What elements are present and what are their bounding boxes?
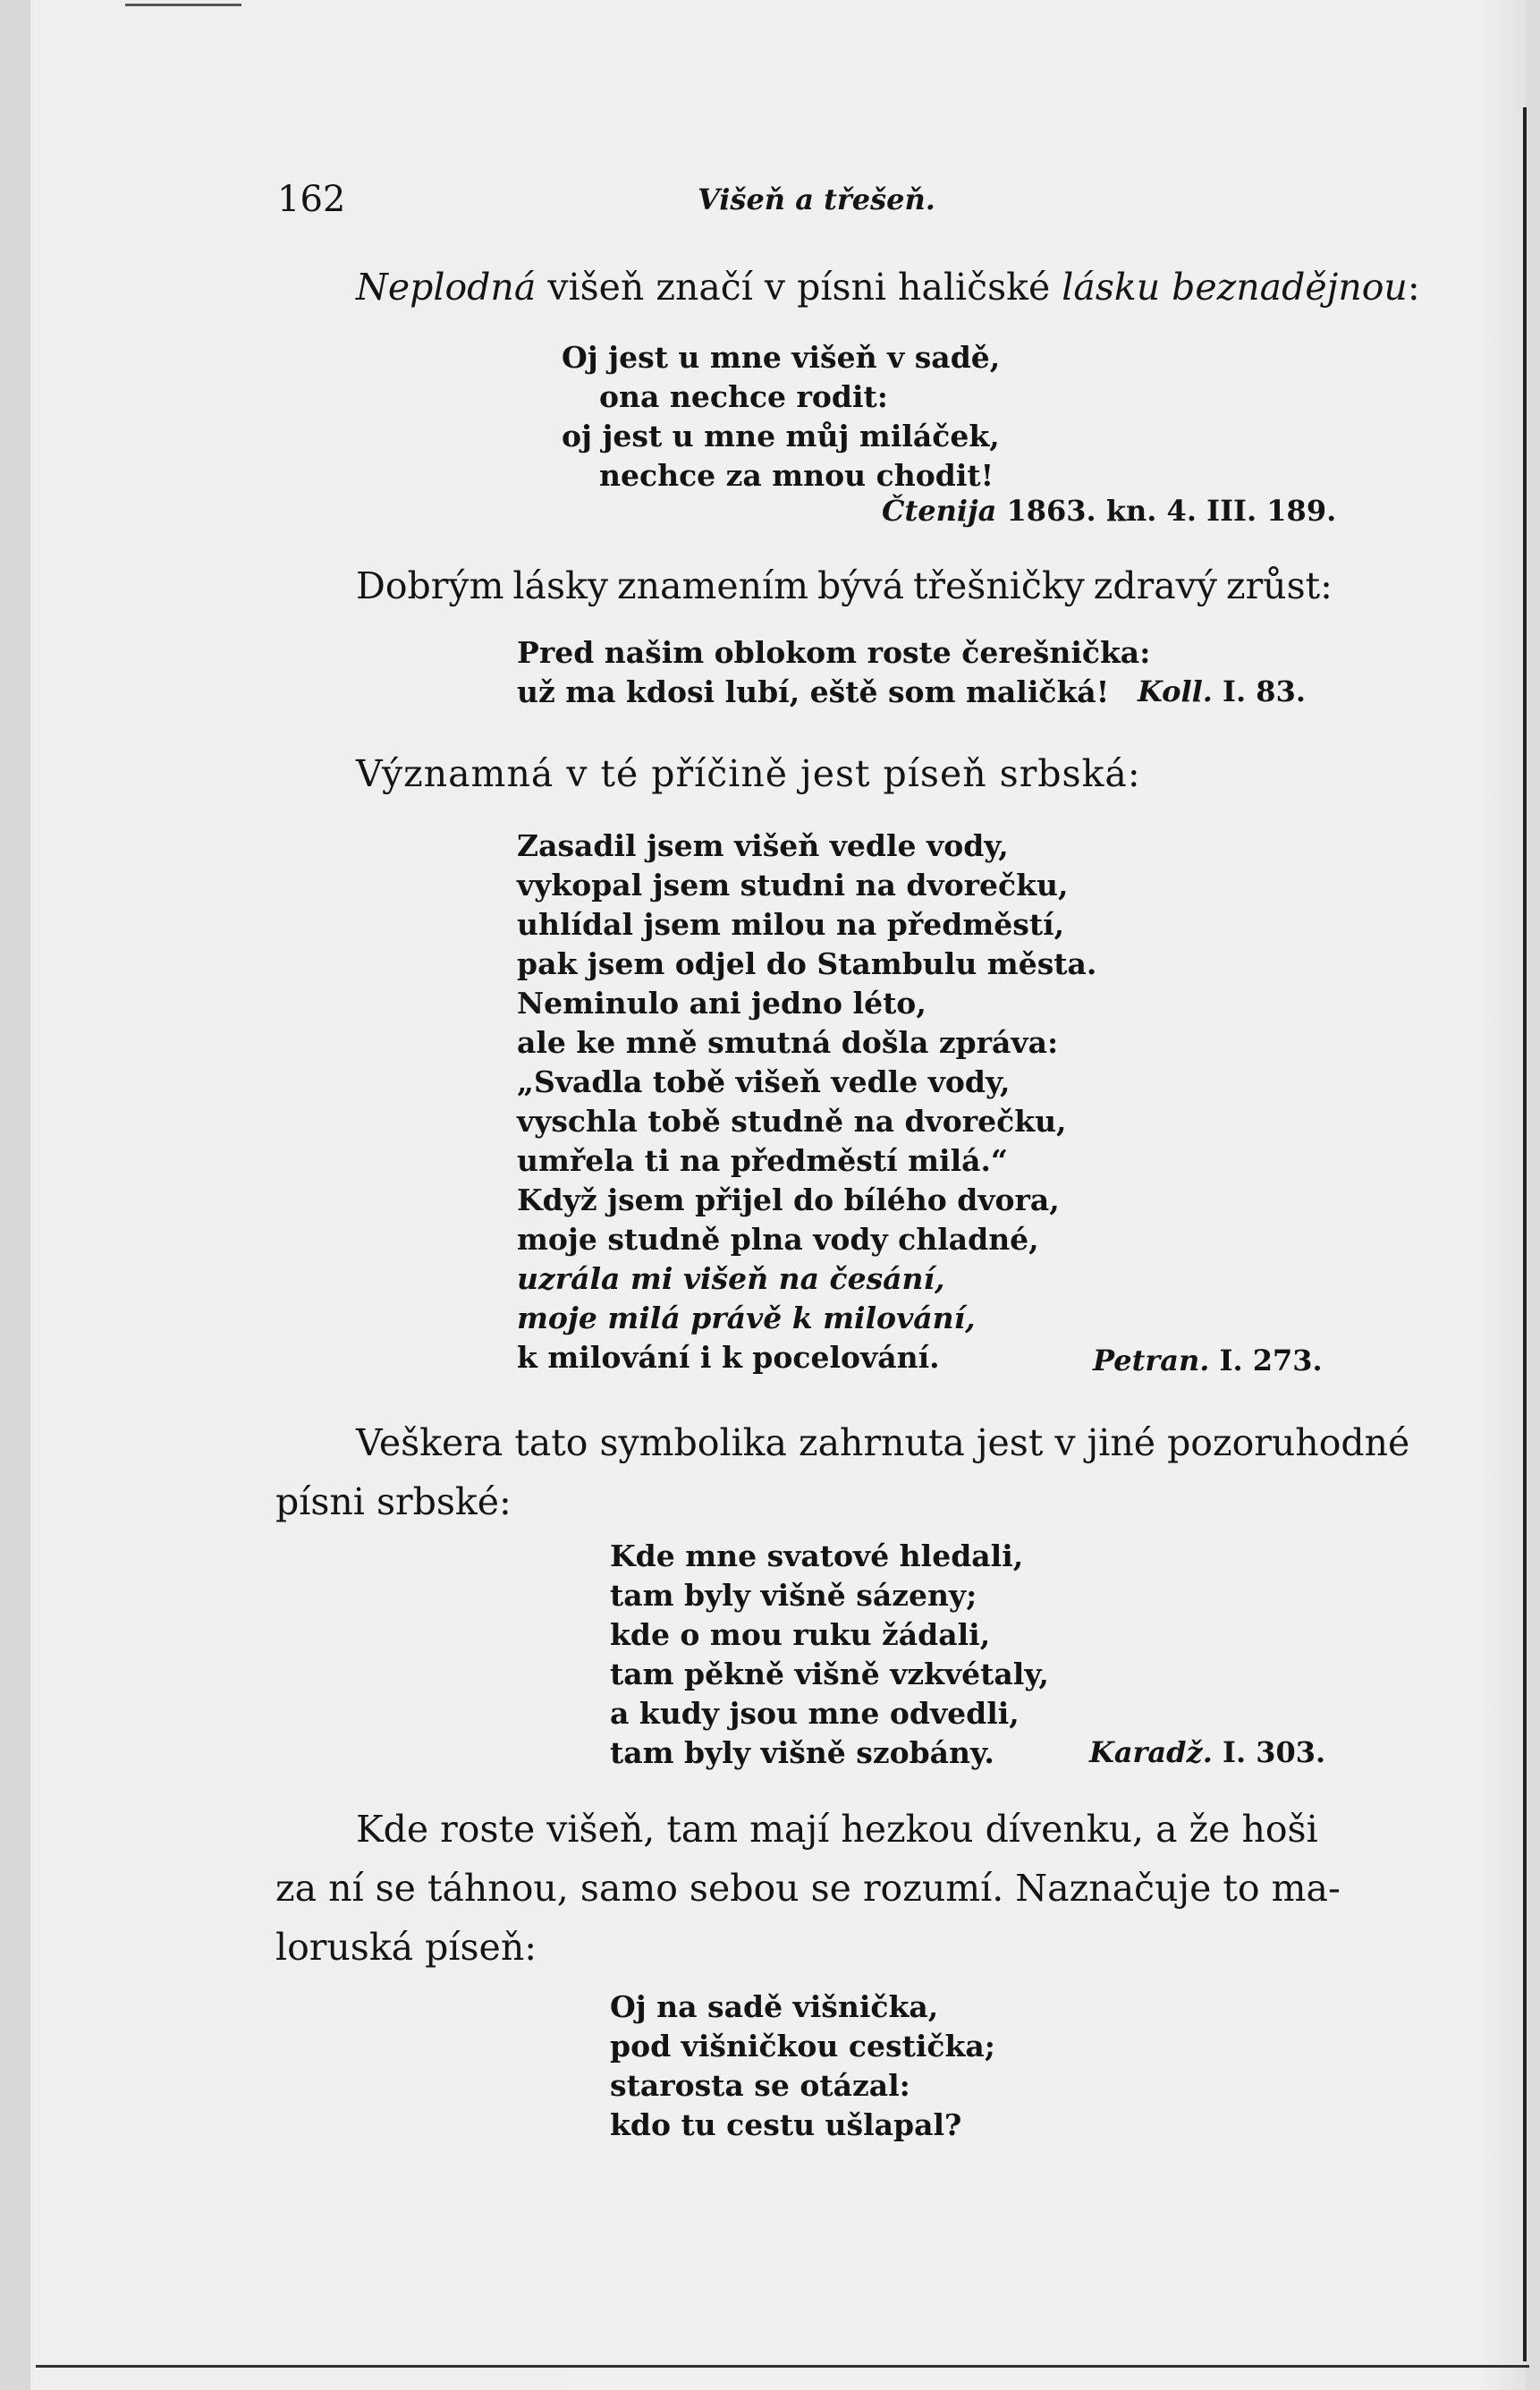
page-edge-left (0, 0, 30, 2390)
verse-4-line: kde o mou ruku žádali, (610, 1617, 991, 1652)
verse-3-line: umřela ti na předměstí milá.“ (517, 1143, 1008, 1178)
verse-3-line: uzrála mi višeň na česání, (517, 1261, 945, 1296)
citation-ref: 1863. kn. 4. III. 189. (996, 494, 1337, 528)
verse-4-citation (1089, 1735, 1325, 1769)
citation-source: Čtenija (882, 494, 997, 528)
verse-1-line: ona nechce rodit: (599, 379, 888, 414)
verse-1-line: oj jest u mne můj miláček, (562, 419, 1000, 453)
verse-1-line: Oj jest u mne višeň v sadě, (562, 340, 1001, 375)
paragraph-1-italic-b: lásku beznadějnou (1062, 266, 1408, 309)
verse-2-citation (1138, 674, 1306, 708)
verse-2 (517, 633, 1150, 712)
verse-1-line: nechce za mnou chodit! (599, 458, 994, 493)
verse-4-line: tam byly višně sázeny; (610, 1578, 977, 1613)
verse-2-line: už ma kdosi lubí, eště som maličká! (517, 674, 1110, 709)
paragraph-3: Významná v té příčině jest píseň srbská: (356, 752, 1141, 795)
scan-mark-top (125, 4, 241, 6)
paragraph-5-line-1: Kde roste višeň, tam mají hezkou dívenku, a že hoši (356, 1808, 1318, 1851)
scan-edge-bottom (36, 2365, 1529, 2368)
citation-source: Petran. (1093, 1343, 1210, 1377)
verse-3-line: moje milá právě k milování, (517, 1301, 976, 1335)
citation-ref: I. 83. (1212, 674, 1306, 708)
verse-3-line: ale ke mně smutná došla zpráva: (517, 1025, 1059, 1060)
page-number: 162 (277, 179, 346, 220)
paragraph-5-line-2: za ní se táhnou, samo sebou se rozumí. Naznačuje to ma- (275, 1867, 1341, 1910)
verse-3 (517, 826, 1096, 1377)
verse-1-citation (882, 494, 1336, 528)
paragraph-5-line-3: loruská píseň: (275, 1926, 537, 1969)
verse-3-line: k milování i k pocelování. (517, 1340, 940, 1375)
citation-source: Koll. (1138, 674, 1213, 708)
verse-1 (562, 338, 1000, 496)
citation-ref: I. 273. (1209, 1343, 1323, 1377)
running-title: Višeň a třešeň. (698, 182, 935, 216)
verse-5-line: starosta se otázal: (610, 2068, 910, 2103)
verse-4 (610, 1537, 1049, 1773)
verse-3-line: Neminulo ani jedno léto, (517, 986, 927, 1021)
verse-3-citation (1093, 1343, 1323, 1377)
paragraph-1-text-b: : (1407, 266, 1420, 309)
paragraph-4-line-2: písni srbské: (275, 1480, 512, 1523)
paragraph-4-line-1: Veškera tato symbolika zahrnuta jest v jiné pozoruhodné (356, 1421, 1410, 1464)
verse-3-line: Zasadil jsem višeň vedle vody, (517, 828, 1009, 863)
verse-5 (610, 1987, 995, 2145)
verse-4-line: a kudy jsou mne odvedli, (610, 1696, 1020, 1731)
verse-3-line: moje studně plna vody chladné, (517, 1222, 1039, 1257)
paragraph-1-italic-a: Neplodná (356, 266, 537, 309)
verse-5-line: pod višničkou cestička; (610, 2029, 995, 2064)
verse-3-line: vykopal jsem studni na dvorečku, (517, 868, 1069, 903)
page-edge-right (1526, 0, 1540, 2390)
paragraph-1-text-a: višeň značí v písni haličské (536, 266, 1062, 309)
verse-4-line: tam pěkně višně vzkvétaly, (610, 1657, 1049, 1691)
verse-3-line: Když jsem přijel do bílého dvora, (517, 1182, 1060, 1217)
verse-5-line: Oj na sadě višnička, (610, 1989, 939, 2024)
verse-2-line: Pred našim oblokom roste čerešnička: (517, 635, 1151, 670)
paragraph-1 (356, 258, 1420, 317)
verse-3-line: „Svadla tobě višeň vedle vody, (517, 1064, 1011, 1099)
verse-5-line: kdo tu cestu ušlapal? (610, 2107, 962, 2142)
paragraph-2: Dobrým lásky znamením bývá třešničky zdravý zrůst: (356, 564, 1333, 607)
verse-3-line: vyschla tobě studně na dvorečku, (517, 1104, 1067, 1139)
verse-4-line: Kde mne svatové hledali, (610, 1538, 1024, 1573)
citation-ref: I. 303. (1212, 1735, 1326, 1769)
citation-source: Karadž. (1089, 1735, 1213, 1769)
verse-3-line: uhlídal jsem milou na předměstí, (517, 907, 1065, 942)
verse-3-line: pak jsem odjel do Stambulu města. (517, 946, 1097, 981)
verse-4-line: tam byly višně szobány. (610, 1735, 994, 1770)
scan-edge-right (1523, 107, 1527, 2361)
